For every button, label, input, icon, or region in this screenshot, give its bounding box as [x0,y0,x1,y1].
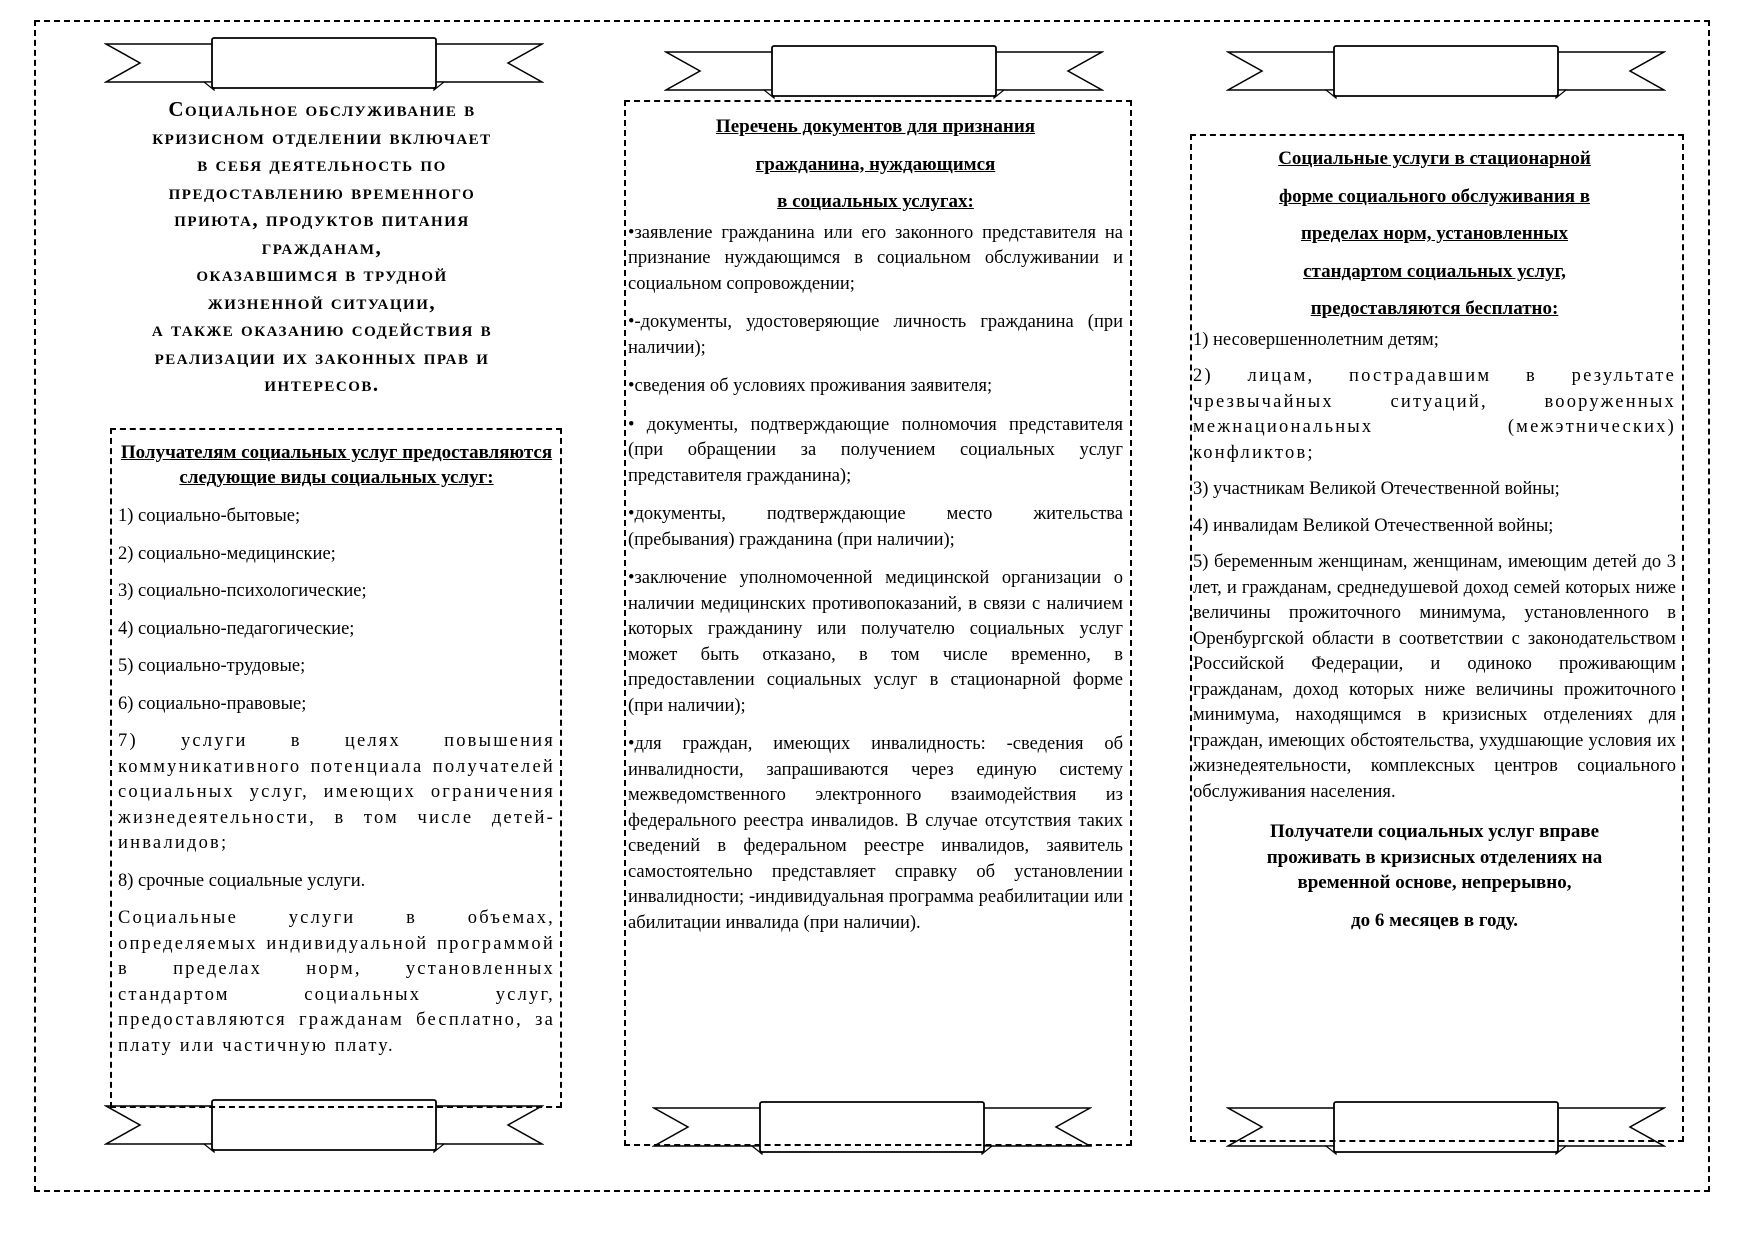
heading-line: оказавшимся в трудной [196,262,448,286]
heading-line: реализации их законных прав и [154,344,490,369]
heading-line: предоставлению временного [168,179,476,204]
list-item: 6) социально-правовые; [118,693,307,714]
right-title-line: форме социального обслуживания в [1278,185,1591,207]
right-title-line: пределах норм, установленных [1300,223,1569,244]
heading-line: Социальное обслуживание в [168,97,476,121]
list-item: •сведения об условиях проживания заявителя; [628,376,993,396]
list-item: 8) срочные социальные услуги. [118,870,366,891]
list-item: 4) социально-педагогические; [118,618,355,639]
list-item: 3) социально-психологические; [118,581,367,601]
list-item: 1) несовершеннолетним детям; [1193,329,1439,350]
right-services-content [1193,140,1676,933]
list-item: 3) участникам Великой Отечественной войны; [1193,479,1560,499]
list-item: 7) услуги в целях повышения коммуникативного потенциала получателей социальных услуг, имеющих ограничения жизнедеятельности, в том числе детей-инвалидов; [118,731,555,853]
right-note [1193,819,1676,933]
list-item: •-документы, удостоверяющие личность гражданина (при наличии); [628,312,1123,358]
middle-title-line: Перечень документов для признания [715,116,1036,137]
list-item: •заявление гражданина или его законного представителя на признание нуждающимся в социальном обслуживании и социальном сопровождении; [628,222,1123,294]
middle-title-line: в социальных услугах: [777,191,974,212]
list-item: 4) инвалидам Великой Отечественной войны; [1193,515,1554,536]
left-services-content [118,440,555,1071]
closing-paragraph: Социальные услуги в объемах, определяемых индивидуальной программой в пределах норм, установленных стандартом социальных услуг, предоставляются гражданам бесплатно, за плату или частичную плату. [118,908,555,1056]
heading-line: интересов. [264,372,380,396]
middle-title-line: гражданина, нуждающимся [755,153,996,175]
heading-line: гражданам, [261,234,383,259]
right-title-line: стандартом социальных услуг, [1303,260,1566,282]
list-item: 5) беременным женщинам, женщинам, имеющим детей до 3 лет, и гражданам, среднедушевой доход семей которых ниже величины прожиточного минимума, установленного в Оренбургской области в соответствии с законодательством Российской Федерации, и одиноко проживающим гражданам, доход которых ниже величины прожиточного минимума, находящимся в кризисных отделениях для граждан, имеющих обстоятельства, ухудшающие условия их жизнедеятельности, комплексных центров социального обслуживания населения. [1193,552,1676,802]
heading-line: приюта, продуктов питания [174,207,470,231]
list-item: •для граждан, имеющих инвалидность: -сведения об инвалидности, запрашиваются через единую систему межведомственного электронного взаимодействия из федерального реестра инвалидов. В случае отсутствия таких сведений в федеральном реестре инвалидов, заявитель самостоятельно представляет справку об установлении инвалидности; -индивидуальная программа реабилитации или абилитации инвалида (при наличии). [628,734,1123,933]
ribbon-banner-top-middle [664,44,1104,104]
left-heading [100,96,544,399]
note-line: проживать в кризисных отделениях на [1266,846,1603,868]
right-title-line: Социальные услуги в стационарной [1278,148,1591,169]
heading-line: жизненной ситуации, [207,289,437,314]
heading-line: в себя деятельность по [197,152,447,176]
ribbon-banner-top-right [1226,44,1666,104]
list-item: •заключение уполномоченной медицинской организации о наличии медицинских противопоказаний, в связи с наличием которых гражданину или получателю социальных услуг может быть отказано, в том числе временно, в предоставлении социальных услуг в стационарной форме (при наличии); [628,568,1123,716]
list-item: 5) социально-трудовые; [118,656,306,676]
left-box-title: Получателям социальных услуг предоставляются следующие виды социальных услуг: [120,442,553,488]
list-item: 2) лицам, пострадавшим в результате чрезвычайных ситуаций, вооруженных межнациональных (межэтнических) конфликтов; [1193,366,1676,463]
right-title-line: предоставляются бесплатно: [1310,298,1559,319]
heading-line: кризисном отделении включает [152,124,492,149]
note-line: до 6 месяцев в году. [1351,909,1518,931]
list-item: 1) социально-бытовые; [118,506,301,526]
heading-line: а также оказанию содействия в [151,317,493,341]
list-item: •документы, подтверждающие место жительства (пребывания) гражданина (при наличии); [628,504,1123,550]
middle-documents-content [628,108,1123,949]
list-item: • документы, подтверждающие полномочия представителя (при обращении за получением социальных услуг представителя гражданина); [628,414,1123,486]
note-line: временной основе, непрерывно, [1297,872,1572,893]
note-line: Получатели социальных услуг вправе [1269,821,1600,842]
ribbon-banner-top-left [104,36,544,96]
list-item: 2) социально-медицинские; [118,543,336,564]
